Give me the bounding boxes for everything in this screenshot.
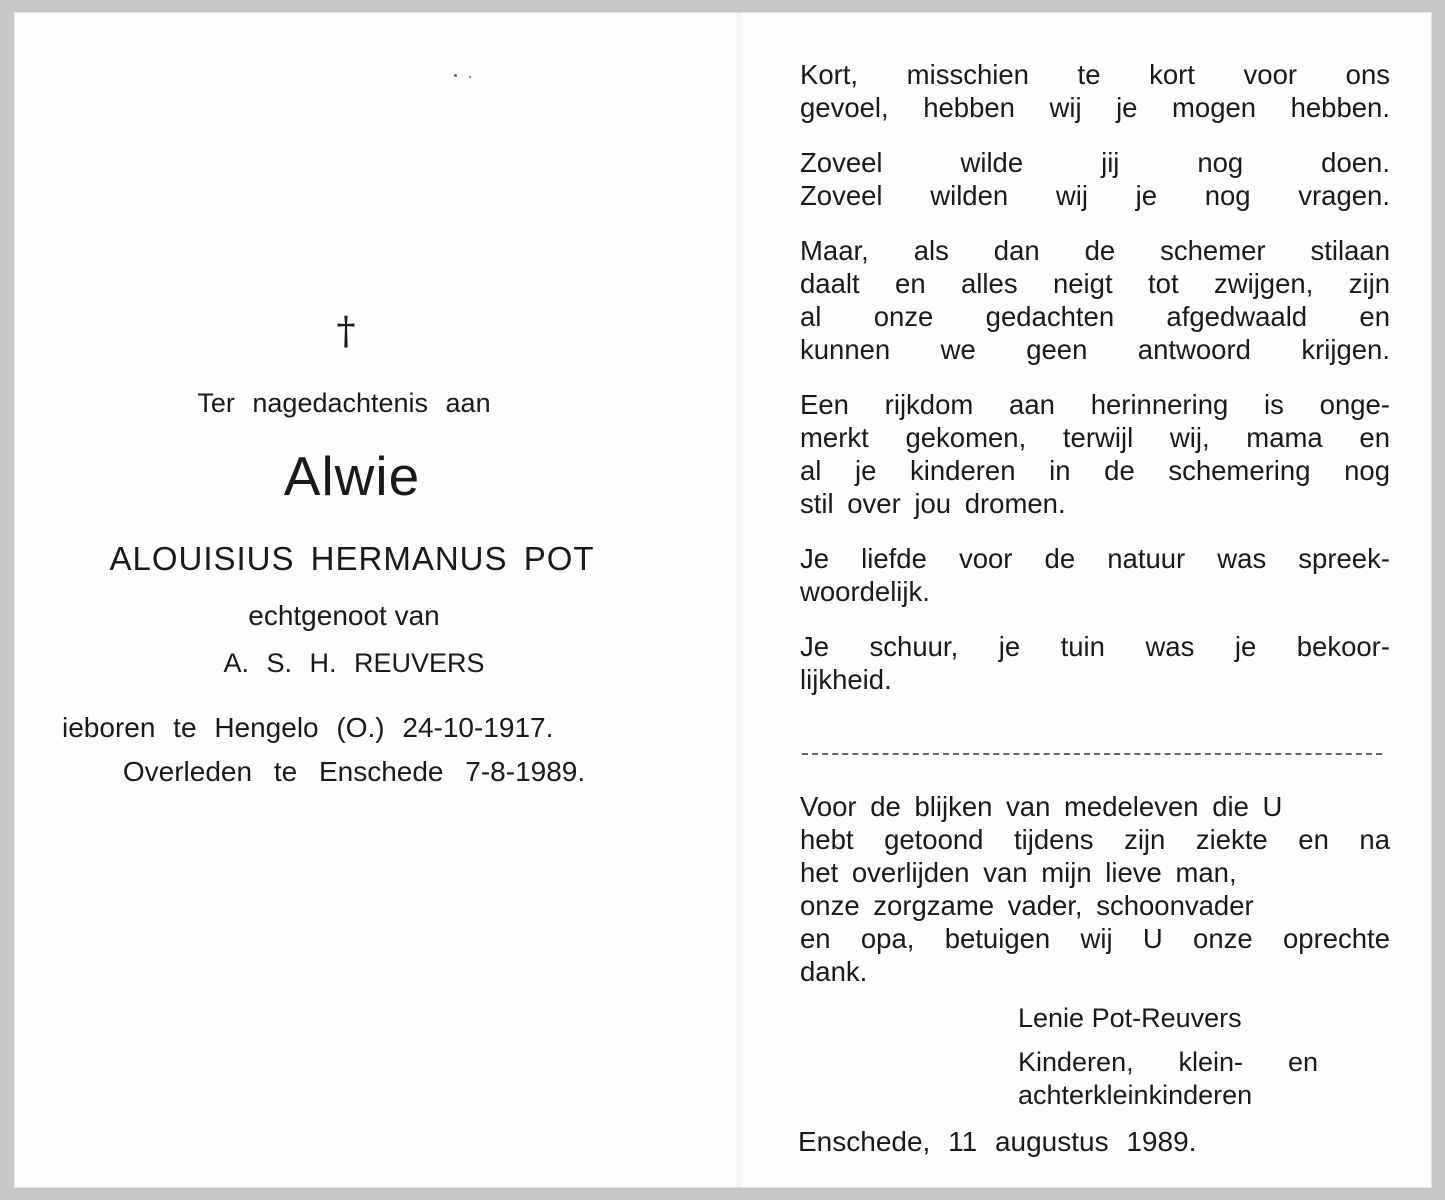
thanks-message <box>800 790 1390 988</box>
thanks-line: het overlijden van mijn lieve man, <box>800 857 1237 888</box>
intro-text: Ter nagedachtenis aan <box>197 388 491 418</box>
poem-line: woordelijk. <box>800 576 930 607</box>
poem-line: merkt gekomen, terwijl wij, mama en <box>800 422 1390 453</box>
poem-line: daalt en alles neigt tot zwijgen, zijn <box>800 268 1390 299</box>
print-speck <box>454 74 457 77</box>
death-line: Overleden te Enschede 7-8-1989. <box>122 756 586 787</box>
poem-line: Een rijkdom aan herinnering is onge- <box>800 389 1390 420</box>
poem-stanza <box>800 146 1390 212</box>
section-divider <box>802 753 1382 755</box>
first-name: Alwie <box>283 445 421 507</box>
spouse-name: A. S. H. REUVERS <box>223 648 485 678</box>
memorial-card <box>14 12 1432 1188</box>
thanks-line: dank. <box>800 956 868 987</box>
poem-line: Maar, als dan de schemer stilaan <box>800 235 1390 266</box>
thanks-line: Voor de blijken van medeleven die U <box>800 791 1283 822</box>
poem-stanza <box>800 388 1390 520</box>
poem-line: Kort, misschien te kort voor ons <box>800 59 1390 90</box>
poem-stanza <box>800 234 1390 366</box>
print-speck <box>469 76 471 78</box>
signature-family <box>1018 1046 1338 1112</box>
card-left-panel <box>14 12 736 1188</box>
poem-line: gevoel, hebben wij je mogen hebben. <box>800 92 1390 123</box>
birth-line: ieboren te Hengelo (O.) 24-10-1917. <box>62 712 554 743</box>
thanks-line: hebt getoond tijdens zijn ziekte en na <box>800 824 1390 855</box>
place-date: Enschede, 11 augustus 1989. <box>798 1126 1197 1157</box>
poem-line: stil over jou dromen. <box>800 488 1066 519</box>
poem-line: Je liefde voor de natuur was spreek- <box>800 543 1390 574</box>
poem-line: Je schuur, je tuin was je bekoor- <box>800 631 1390 662</box>
poem-stanza <box>800 58 1390 124</box>
poem-line: al je kinderen in de schemering nog <box>800 455 1390 486</box>
poem-line: al onze gedachten afgedwaald en <box>800 301 1390 332</box>
cross-symbol: † <box>336 309 356 353</box>
signature-family-line: Kinderen, klein- en <box>1018 1047 1318 1077</box>
poem-line: lijkheid. <box>800 664 892 695</box>
thanks-line: onze zorgzame vader, schoonvader <box>800 890 1254 921</box>
spouse-label: echtgenoot van <box>248 600 440 631</box>
poem-line: Zoveel wilden wij je nog vragen. <box>800 180 1390 211</box>
card-right-panel <box>742 12 1432 1188</box>
signature-family-line: achterkleinkinderen <box>1018 1080 1253 1110</box>
poem-stanza <box>800 542 1390 608</box>
full-name: ALOUISIUS HERMANUS POT <box>109 540 595 577</box>
poem <box>800 58 1390 718</box>
poem-line: Zoveel wilde jij nog doen. <box>800 147 1390 178</box>
thanks-line: en opa, betuigen wij U onze oprechte <box>800 923 1390 954</box>
poem-stanza <box>800 630 1390 696</box>
poem-line: kunnen we geen antwoord krijgen. <box>800 334 1390 365</box>
signature-widow: Lenie Pot-Reuvers <box>1018 1003 1242 1033</box>
